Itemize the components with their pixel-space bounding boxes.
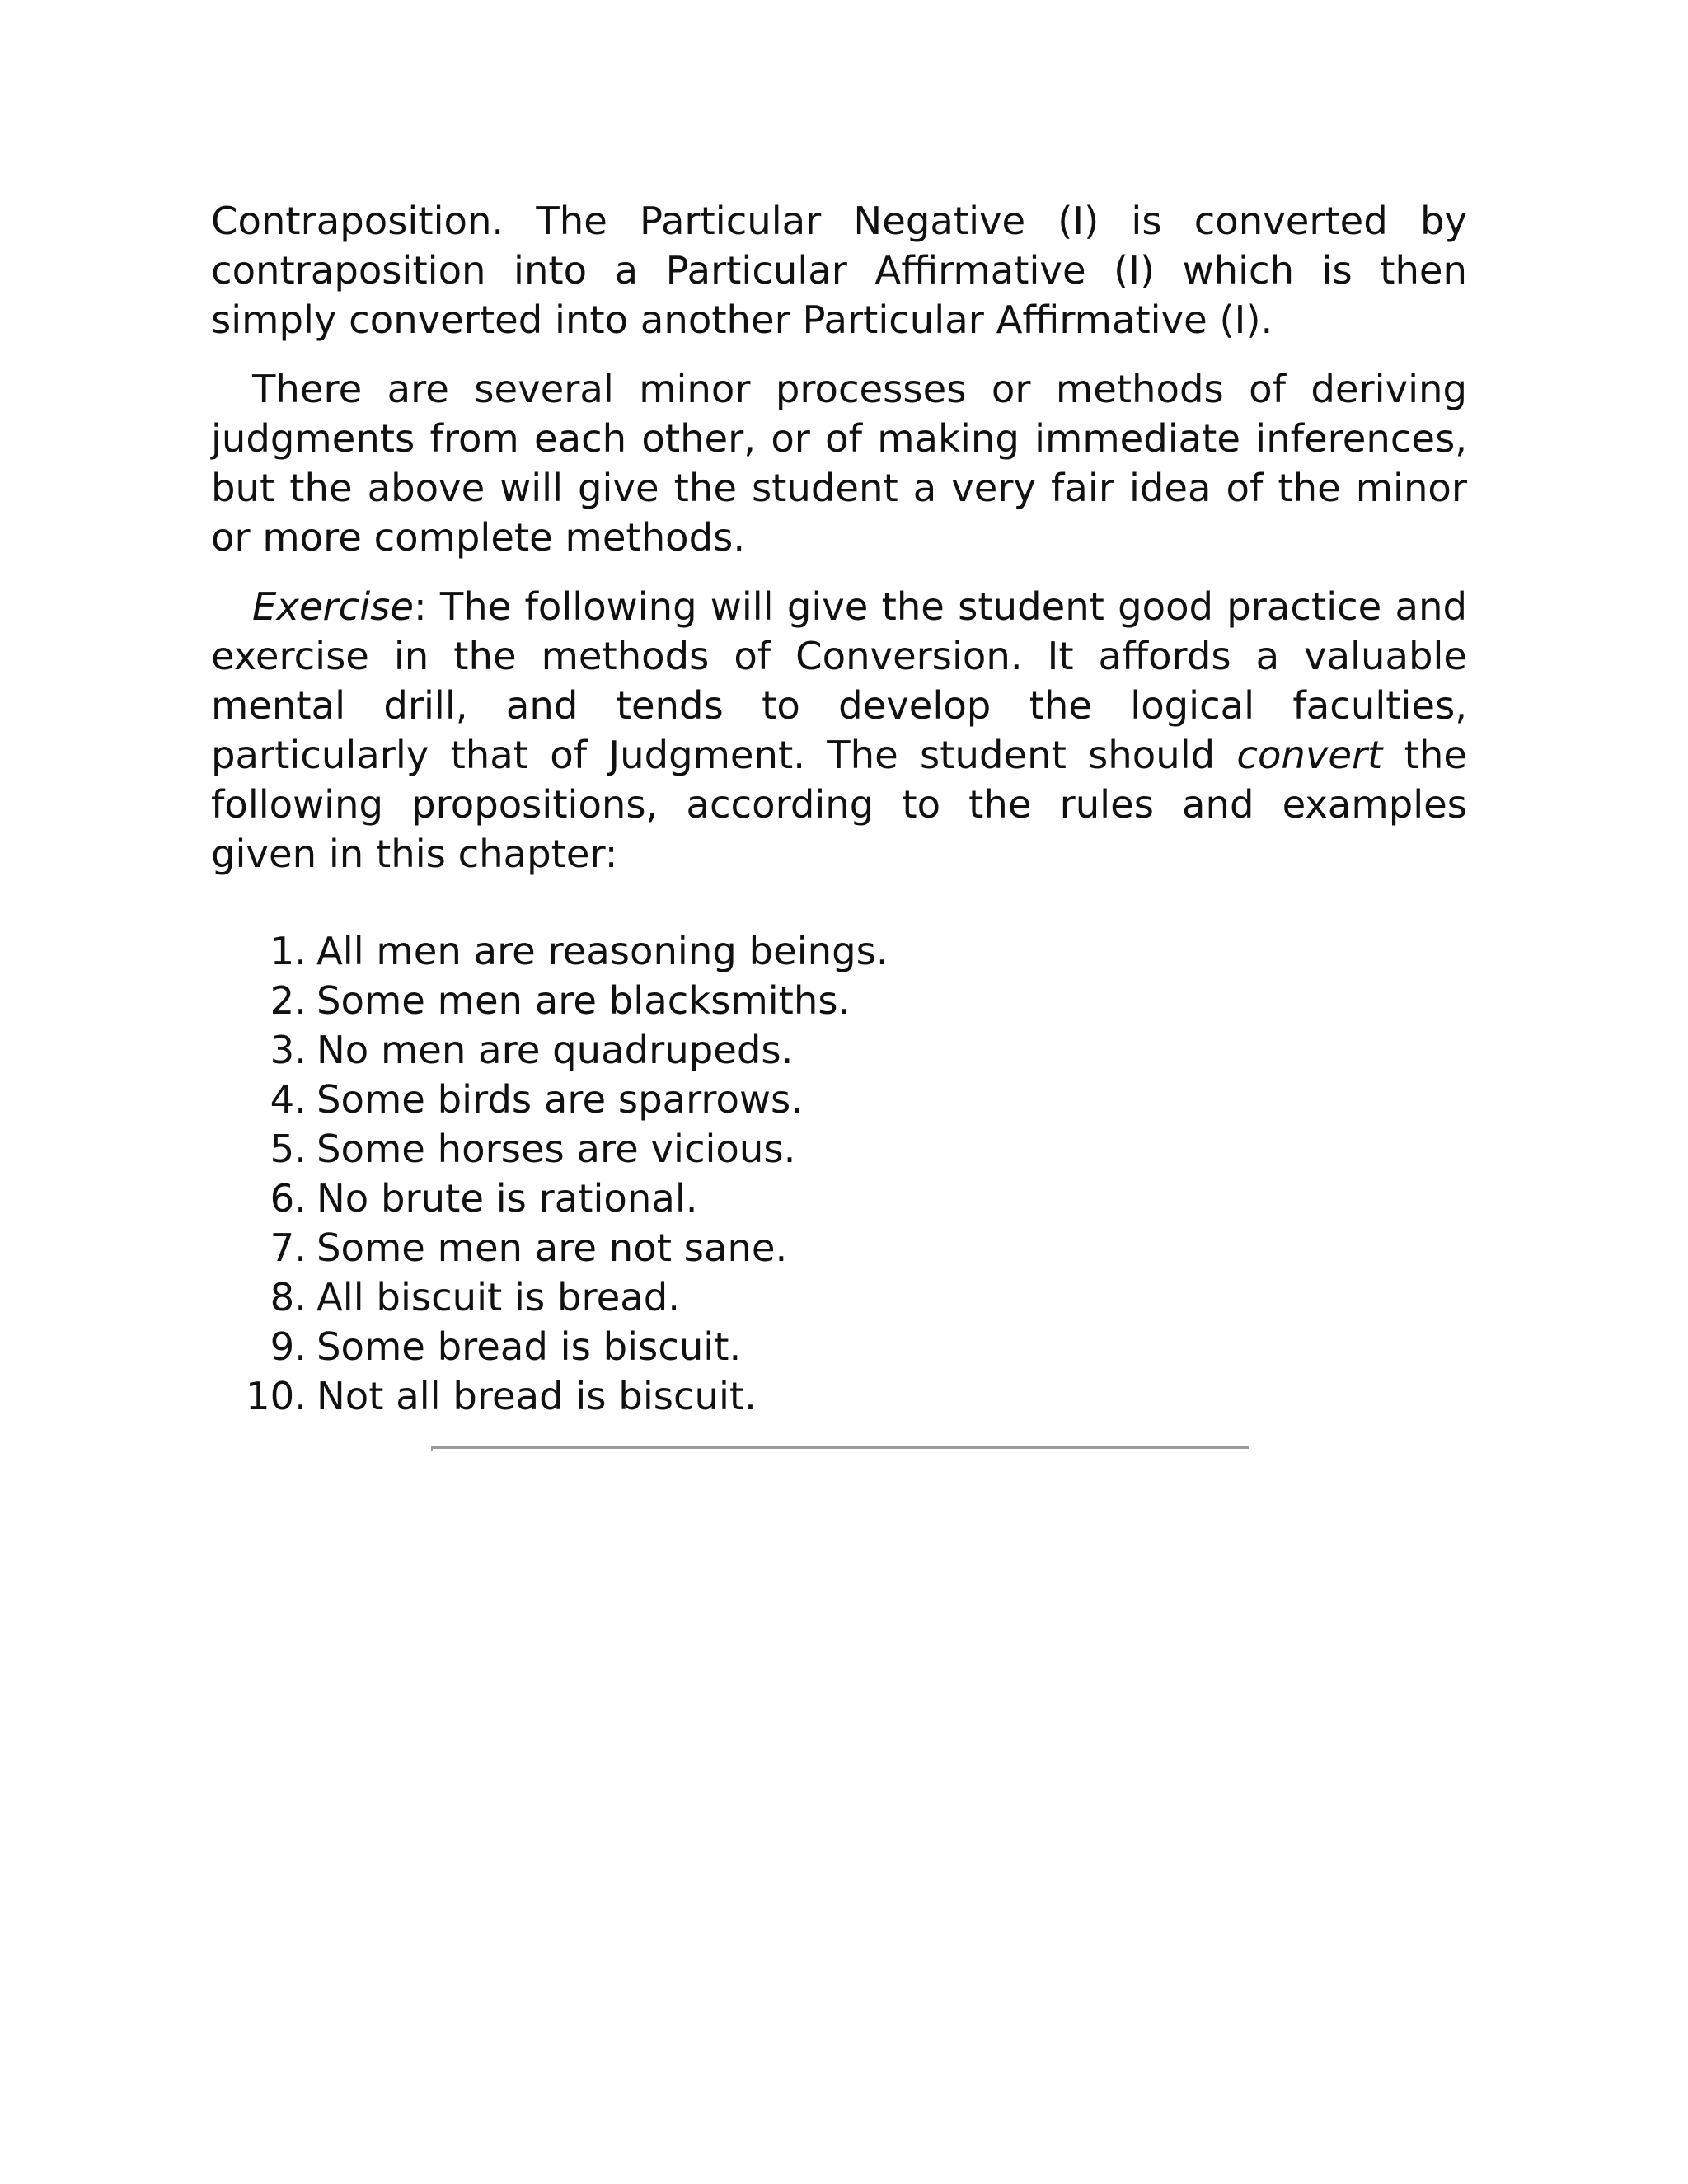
exercise-list bbox=[211, 926, 1467, 1421]
exercise-text: No men are quadrupeds. bbox=[316, 1028, 794, 1072]
exercise-item bbox=[211, 1322, 1467, 1371]
exercise-text: Not all bread is biscuit. bbox=[316, 1374, 757, 1418]
exercise-number: 6. bbox=[270, 1176, 307, 1221]
exercise-text: All biscuit is bread. bbox=[316, 1275, 681, 1319]
exercise-number: 7. bbox=[270, 1226, 307, 1270]
exercise-text: No brute is rational. bbox=[316, 1176, 698, 1221]
exercise-number: 4. bbox=[270, 1077, 307, 1122]
exercise-number: 5. bbox=[270, 1127, 307, 1171]
exercise-number: 3. bbox=[270, 1028, 307, 1072]
paragraph-contraposition: Contraposition. The Particular Negative (I) is converted by contraposition into a Particular Affirmative (I) which is then simply converted into another Particular Affirmative (I). bbox=[211, 199, 1467, 342]
exercise-intro-tail: the following propositions, according to the rules and examples given in this chapter: bbox=[211, 733, 1467, 876]
exercise-item bbox=[211, 1174, 1467, 1223]
paragraph-exercise-intro bbox=[211, 582, 1467, 879]
exercise-text: Some horses are vicious. bbox=[316, 1127, 796, 1171]
exercise-number: 8. bbox=[270, 1275, 307, 1319]
exercise-number: 9. bbox=[270, 1324, 307, 1369]
exercise-item bbox=[211, 1075, 1467, 1124]
exercise-text: Some men are blacksmiths. bbox=[316, 978, 851, 1023]
exercise-intro-text: : The following will give the student good practice and exercise in the methods of Conversion. It affords a valuable mental drill, and tends to develop the logical faculties, particularly that of Judgment. The student should bbox=[211, 584, 1467, 777]
exercise-text: All men are reasoning beings. bbox=[316, 929, 889, 973]
exercise-number: 10. bbox=[246, 1374, 307, 1418]
exercise-item bbox=[211, 1124, 1467, 1174]
exercise-item bbox=[211, 1025, 1467, 1075]
exercise-item bbox=[211, 926, 1467, 976]
exercise-text: Some bread is biscuit. bbox=[316, 1324, 742, 1369]
exercise-item bbox=[211, 976, 1467, 1025]
exercise-text: Some men are not sane. bbox=[316, 1226, 788, 1270]
exercise-item bbox=[211, 1272, 1467, 1322]
exercise-text: Some birds are sparrows. bbox=[316, 1077, 804, 1122]
convert-emphasis: convert bbox=[1236, 733, 1383, 777]
exercise-item bbox=[211, 1223, 1467, 1272]
exercise-label: Exercise bbox=[252, 584, 414, 629]
section-divider bbox=[431, 1446, 1249, 1451]
exercise-item bbox=[211, 1371, 1467, 1421]
exercise-number: 2. bbox=[270, 978, 307, 1023]
exercise-number: 1. bbox=[270, 929, 307, 973]
paragraph-minor-processes: There are several minor processes or methods of deriving judgments from each other, or of making immediate inferences, but the above will give the student a very fair idea of the minor or more complete methods. bbox=[211, 367, 1467, 560]
document-body bbox=[211, 196, 1467, 1421]
